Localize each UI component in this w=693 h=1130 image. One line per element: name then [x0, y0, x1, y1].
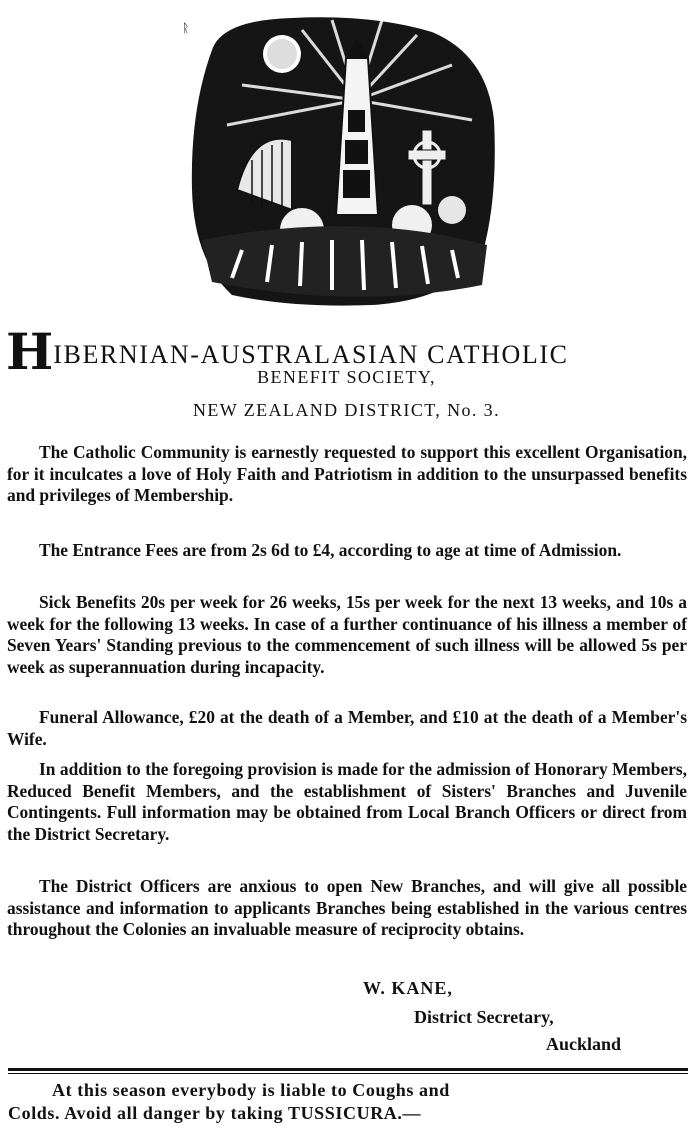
paragraph-new-branches: The District Officers are anxious to open New Branches, and will give all possible assistance and information to applicants Branches being established in the various centres throughout the Colonies an invaluable measure of reciprocity obtains.: [7, 876, 687, 939]
paragraph-entrance-fees: The Entrance Fees are from 2s 6d to £4, according to age at time of Admission.: [39, 540, 622, 560]
corner-mark-icon: ᚱ: [182, 21, 190, 35]
signatory-place: Auckland: [546, 1034, 622, 1054]
signatory-name: W. KANE,: [363, 978, 453, 998]
divider-rule-thin: [8, 1073, 688, 1074]
district-heading: NEW ZEALAND DISTRICT, No. 3.: [192, 400, 500, 420]
paragraph-funeral-allowance: Funeral Allowance, £20 at the death of a Member, and £10 at the death of a Member's Wife.: [7, 707, 687, 749]
paragraph-appeal: The Catholic Community is earnestly requested to support this excellent Organisation, for it inculcates a love of Holy Faith and Patriotism in addition to the unsurpassed benefits and privileges of Membership.: [7, 442, 687, 505]
footer-ad-line-1: At this season everybody is liable to Coughs and: [52, 1080, 450, 1100]
paragraph-membership-provisions: In addition to the foregoing provision is made for the admission of Honorary Members, Reduced Benefit Members, and the establishment of Sisters' Branches and Juvenile Contingents. Full information may be obtained from Local Branch Officers or direct from the District Secretary.: [7, 759, 687, 844]
society-subtitle: BENEFIT SOCIETY,: [257, 367, 436, 387]
title-dropcap: H: [6, 322, 54, 381]
engraving-illustration: [182, 10, 500, 310]
paragraph-sick-benefits: Sick Benefits 20s per week for 26 weeks, 15s per week for the next 13 weeks, and 10s a week for the following 13 weeks. In case of a further continuance of his illness a member of Seven Years' Standing previous to the commencement of such illness will be allowed 5s per week as superannuation during incapacity.: [7, 592, 687, 677]
title-text: IBERNIAN-AUSTRALASIAN CATHOLIC: [53, 340, 569, 369]
footer-ad-line-2: Colds. Avoid all danger by taking TUSSICURA.—: [8, 1103, 422, 1123]
divider-rule: [8, 1068, 688, 1071]
signatory-title: District Secretary,: [414, 1007, 554, 1027]
